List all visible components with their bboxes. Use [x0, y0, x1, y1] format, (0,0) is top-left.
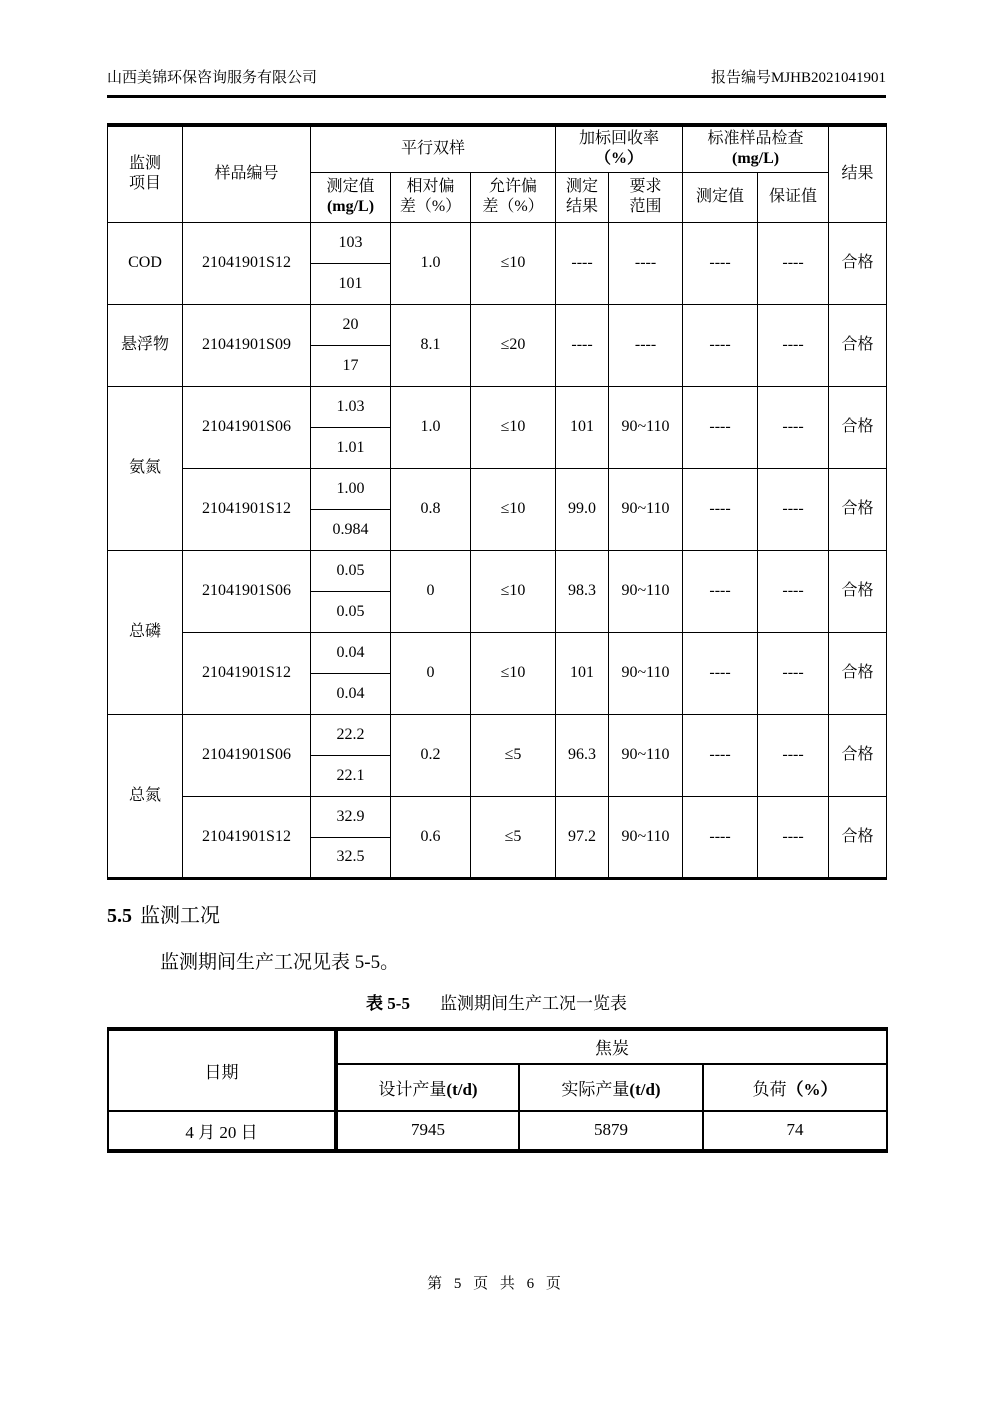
- col-header-measured-line2: (mg/L): [326, 198, 375, 215]
- qa-recovery-result: 96.3: [556, 714, 609, 796]
- qa-relative-dev: 8.1: [391, 304, 471, 386]
- table-caption: [107, 992, 886, 1015]
- ops-design-value: 7945: [336, 1111, 519, 1151]
- col-header-std-measured: 测定值: [683, 172, 758, 222]
- qa-result: 合格: [829, 386, 887, 468]
- col-header-item-line1: 监测: [128, 155, 161, 173]
- qa-recovery-result: 97.2: [556, 796, 609, 878]
- qa-recovery-result: ----: [556, 304, 609, 386]
- qa-item: 总磷: [108, 550, 183, 714]
- qa-allowed-dev: ≤10: [471, 632, 556, 714]
- qa-std-certified: ----: [758, 796, 829, 878]
- col-header-measured-line1: 测定值: [326, 178, 375, 195]
- qa-measured-value: 32.5: [311, 837, 391, 878]
- ops-header-load-text: 负荷: [752, 1079, 787, 1099]
- qa-std-certified: ----: [758, 468, 829, 550]
- qa-std-measured: ----: [683, 468, 758, 550]
- ops-header-actual: [519, 1064, 703, 1111]
- qa-relative-dev: 0.6: [391, 796, 471, 878]
- qa-sample-id: 21041901S06: [183, 386, 311, 468]
- qa-relative-dev: 0.2: [391, 714, 471, 796]
- qa-relative-dev: 0.8: [391, 468, 471, 550]
- qa-required-range: 90~110: [609, 632, 683, 714]
- col-header-allowed-dev-line1: 允许偏: [489, 178, 538, 195]
- qa-measured-value: 0.05: [311, 550, 391, 591]
- qa-result: 合格: [829, 222, 887, 304]
- qa-sample-id: 21041901S12: [183, 468, 311, 550]
- col-header-required-range-line1: 要求: [629, 178, 662, 195]
- col-header-item: [108, 125, 183, 222]
- qa-recovery-result: 101: [556, 632, 609, 714]
- qa-required-range: 90~110: [609, 796, 683, 878]
- qa-relative-dev: 0: [391, 632, 471, 714]
- qa-measured-value: 0.05: [311, 591, 391, 632]
- table-row: [108, 550, 887, 591]
- qa-std-certified: ----: [758, 222, 829, 304]
- qa-measured-value: 32.9: [311, 796, 391, 837]
- col-header-recovery-line1: 加标回收率: [579, 130, 660, 148]
- col-header-required-range-line2: 范围: [629, 198, 662, 215]
- qa-std-measured: ----: [683, 796, 758, 878]
- ops-actual-value: 5879: [519, 1111, 703, 1151]
- ops-header-date: 日期: [108, 1029, 336, 1111]
- qa-measured-value: 0.04: [311, 632, 391, 673]
- page-content: [107, 0, 886, 1153]
- qa-item: 总氮: [108, 714, 183, 878]
- col-header-recovery-result: [556, 172, 609, 222]
- qa-allowed-dev: ≤20: [471, 304, 556, 386]
- qa-required-range: 90~110: [609, 714, 683, 796]
- col-header-required-range: [609, 172, 683, 222]
- col-header-standard-line1: 标准样品检查: [707, 130, 804, 148]
- col-header-std-certified: 保证值: [758, 172, 829, 222]
- qa-sample-id: 21041901S09: [183, 304, 311, 386]
- company-name: 山西美锦环保咨询服务有限公司: [107, 70, 318, 86]
- qa-measured-value: 22.1: [311, 755, 391, 796]
- col-header-measured: [311, 172, 391, 222]
- section-heading: [107, 903, 886, 929]
- col-header-parallel: 平行双样: [311, 125, 556, 172]
- qa-required-range: 90~110: [609, 468, 683, 550]
- qa-std-certified: ----: [758, 550, 829, 632]
- section-paragraph: 监测期间生产工况见表 5-5。: [160, 951, 400, 973]
- qa-allowed-dev: ≤10: [471, 468, 556, 550]
- ops-header-actual-text: 实际产量: [561, 1079, 630, 1099]
- ops-header-design-text: 设计产量: [378, 1079, 447, 1099]
- col-header-allowed-dev: [471, 172, 556, 222]
- col-header-result: 结果: [829, 125, 887, 222]
- table-row: [108, 304, 887, 345]
- qa-measured-value: 103: [311, 222, 391, 263]
- qa-measured-value: 22.2: [311, 714, 391, 755]
- qa-recovery-result: 99.0: [556, 468, 609, 550]
- qa-measured-value: 0.984: [311, 509, 391, 550]
- table-caption-title: 监测期间生产工况一览表: [439, 993, 627, 1013]
- table-row: [108, 222, 887, 263]
- table-row: [108, 796, 887, 837]
- qa-std-certified: ----: [758, 386, 829, 468]
- qa-measured-value: 0.04: [311, 673, 391, 714]
- table-row: [108, 468, 887, 509]
- production-table: [107, 1027, 888, 1153]
- qa-std-measured: ----: [683, 386, 758, 468]
- qa-item: COD: [108, 222, 183, 304]
- qa-sample-id: 21041901S12: [183, 632, 311, 714]
- col-header-standard-line2: (mg/L): [731, 150, 780, 168]
- qa-allowed-dev: ≤5: [471, 796, 556, 878]
- qa-allowed-dev: ≤10: [471, 550, 556, 632]
- table-row: [108, 714, 887, 755]
- qa-relative-dev: 1.0: [391, 222, 471, 304]
- qa-std-measured: ----: [683, 632, 758, 714]
- qa-measured-value: 1.03: [311, 386, 391, 427]
- ops-header-load-unit: （%）: [786, 1079, 838, 1099]
- qa-std-measured: ----: [683, 714, 758, 796]
- section-number: 5.5: [107, 904, 132, 927]
- qa-measured-value: 101: [311, 263, 391, 304]
- col-header-recovery-result-line2: 结果: [566, 198, 599, 215]
- qa-std-measured: ----: [683, 550, 758, 632]
- qa-std-certified: ----: [758, 632, 829, 714]
- qa-allowed-dev: ≤5: [471, 714, 556, 796]
- qa-header-row-1: [108, 125, 887, 172]
- col-header-item-line2: 项目: [128, 175, 161, 193]
- qa-sample-id: 21041901S06: [183, 714, 311, 796]
- qa-result: 合格: [829, 304, 887, 386]
- qa-relative-dev: 1.0: [391, 386, 471, 468]
- ops-load-value: 74: [703, 1111, 887, 1151]
- qa-recovery-result: ----: [556, 222, 609, 304]
- col-header-recovery: [556, 125, 683, 172]
- qa-required-range: ----: [609, 304, 683, 386]
- qa-measured-value: 1.00: [311, 468, 391, 509]
- section-title: 监测工况: [140, 904, 220, 927]
- ops-header-load: [703, 1064, 887, 1111]
- qa-required-range: 90~110: [609, 550, 683, 632]
- table-row: [108, 632, 887, 673]
- qa-table: [107, 123, 887, 880]
- ops-header-design-unit: (t/d): [446, 1079, 478, 1099]
- qa-sample-id: 21041901S12: [183, 222, 311, 304]
- table-row: [108, 1111, 887, 1151]
- qa-relative-dev: 0: [391, 550, 471, 632]
- report-number: 报告编号MJHB2021041901: [710, 70, 886, 86]
- ops-header-actual-unit: (t/d): [629, 1079, 661, 1099]
- qa-std-certified: ----: [758, 304, 829, 386]
- page-number: 第 5 页 共 6 页: [427, 1276, 565, 1292]
- col-header-recovery-result-line1: 测定: [566, 178, 599, 195]
- qa-measured-value: 17: [311, 345, 391, 386]
- qa-result: 合格: [829, 632, 887, 714]
- qa-required-range: 90~110: [609, 386, 683, 468]
- col-header-recovery-line2: （%）: [595, 150, 644, 168]
- col-header-allowed-dev-line2: 差（%）: [482, 198, 544, 215]
- ops-header-design: [336, 1064, 519, 1111]
- qa-std-measured: ----: [683, 304, 758, 386]
- qa-allowed-dev: ≤10: [471, 386, 556, 468]
- col-header-relative-dev: [391, 172, 471, 222]
- qa-sample-id: 21041901S06: [183, 550, 311, 632]
- table-row: [108, 1029, 887, 1064]
- col-header-relative-dev-line2: 差（%）: [399, 198, 462, 215]
- table-row: [108, 386, 887, 427]
- qa-result: 合格: [829, 714, 887, 796]
- col-header-relative-dev-line1: 相对偏: [406, 178, 455, 195]
- qa-std-certified: ----: [758, 714, 829, 796]
- qa-result: 合格: [829, 796, 887, 878]
- qa-recovery-result: 101: [556, 386, 609, 468]
- qa-allowed-dev: ≤10: [471, 222, 556, 304]
- qa-measured-value: 20: [311, 304, 391, 345]
- table-caption-label: 表 5-5: [366, 993, 410, 1013]
- qa-std-measured: ----: [683, 222, 758, 304]
- qa-measured-value: 1.01: [311, 427, 391, 468]
- qa-result: 合格: [829, 550, 887, 632]
- document-header: [107, 0, 886, 98]
- col-header-standard: [683, 125, 829, 172]
- ops-date: 4 月 20 日: [108, 1111, 336, 1151]
- qa-item: 氨氮: [108, 386, 183, 550]
- qa-recovery-result: 98.3: [556, 550, 609, 632]
- qa-required-range: ----: [609, 222, 683, 304]
- qa-sample-id: 21041901S12: [183, 796, 311, 878]
- col-header-sample-id: 样品编号: [183, 125, 311, 222]
- qa-item: 悬浮物: [108, 304, 183, 386]
- qa-result: 合格: [829, 468, 887, 550]
- ops-header-product: 焦炭: [336, 1029, 887, 1064]
